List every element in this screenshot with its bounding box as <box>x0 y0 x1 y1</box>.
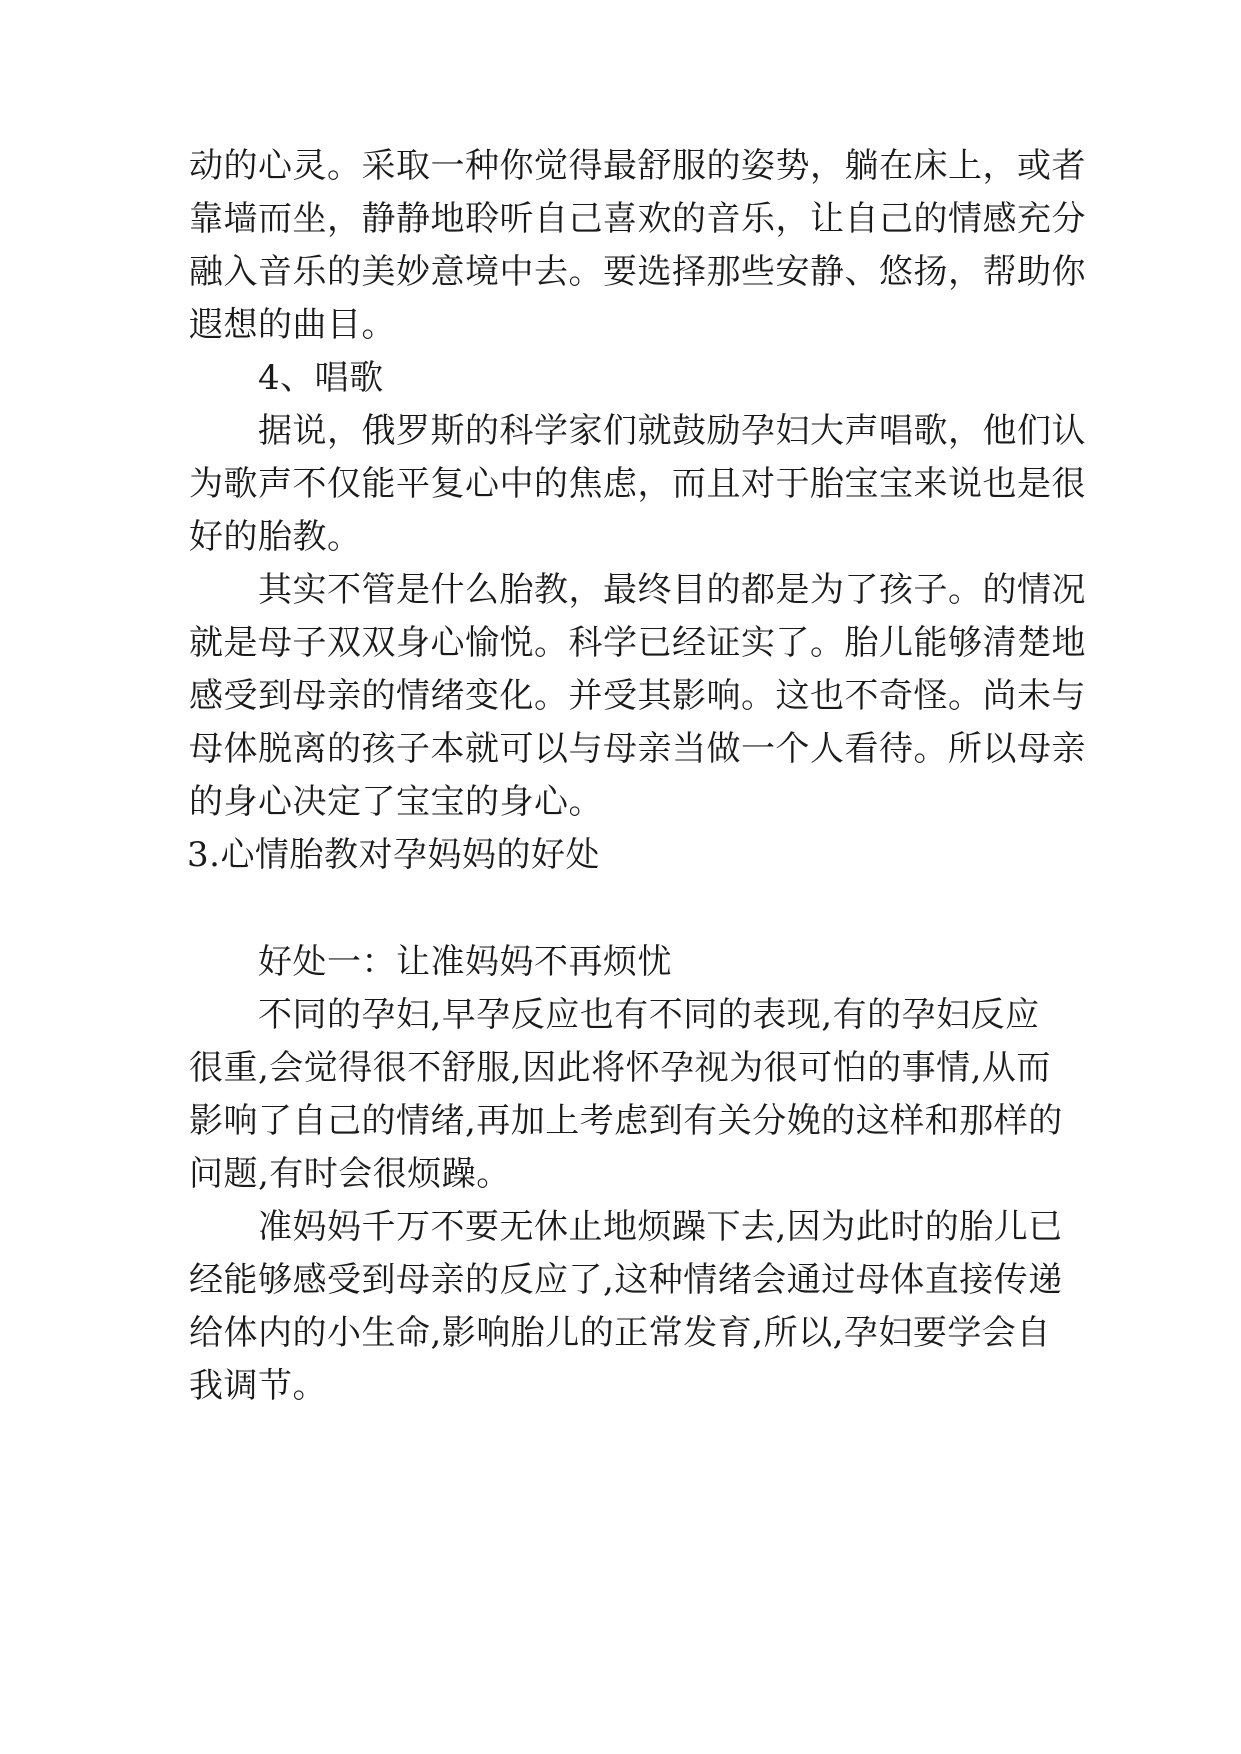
paragraph-2-line-3: 好的胎教。 <box>189 517 362 557</box>
paragraph-1-line-2: 靠墙而坐，静静地聆听自己喜欢的音乐，让自己的情感充分 <box>189 199 1086 239</box>
paragraph-3-line-2: 就是母子双双身心愉悦。科学已经证实了。胎儿能够清楚地 <box>189 623 1086 663</box>
paragraph-5-line-4: 我调节。 <box>189 1366 327 1406</box>
paragraph-4-line-4: 问题,有时会很烦躁。 <box>189 1154 511 1194</box>
paragraph-2-line-2: 为歌声不仅能平复心中的焦虑，而且对于胎宝宝来说也是很 <box>189 464 1086 504</box>
paragraph-5-line-1: 准妈妈千万不要无休止地烦躁下去,因为此时的胎儿已 <box>258 1207 1063 1247</box>
paragraph-5-line-2: 经能够感受到母亲的反应了,这种情绪会通过母体直接传递 <box>189 1260 1063 1300</box>
paragraph-3-line-3: 感受到母亲的情绪变化。并受其影响。这也不奇怪。尚未与 <box>189 676 1086 716</box>
paragraph-3-line-1: 其实不管是什么胎教，最终目的都是为了孩子。的情况 <box>258 570 1086 610</box>
section-heading: 3.心情胎教对孕妈妈的好处 <box>187 835 600 875</box>
paragraph-1-line-1: 动的心灵。采取一种你觉得最舒服的姿势，躺在床上，或者 <box>189 146 1086 186</box>
paragraph-3-line-4: 母体脱离的孩子本就可以与母亲当做一个人看待。所以母亲 <box>189 729 1086 769</box>
paragraph-1-line-4: 遐想的曲目。 <box>189 305 396 345</box>
paragraph-2-line-1: 据说，俄罗斯的科学家们就鼓励孕妇大声唱歌，他们认 <box>258 411 1086 451</box>
paragraph-1-line-3: 融入音乐的美妙意境中去。要选择那些安静、悠扬，帮助你 <box>189 252 1086 292</box>
paragraph-4-line-1: 不同的孕妇,早孕反应也有不同的表现,有的孕妇反应 <box>258 995 1040 1035</box>
paragraph-4-line-3: 影响了自己的情绪,再加上考虑到有关分娩的这样和那样的 <box>189 1101 1063 1141</box>
paragraph-3-line-5: 的身心决定了宝宝的身心。 <box>189 782 603 822</box>
heading-singing: 4、唱歌 <box>258 358 384 398</box>
paragraph-5-line-3: 给体内的小生命,影响胎儿的正常发育,所以,孕妇要学会自 <box>189 1313 1051 1353</box>
subheading-benefit-1: 好处一：让准妈妈不再烦忧 <box>258 942 672 982</box>
paragraph-4-line-2: 很重,会觉得很不舒服,因此将怀孕视为很可怕的事情,从而 <box>189 1048 1051 1088</box>
